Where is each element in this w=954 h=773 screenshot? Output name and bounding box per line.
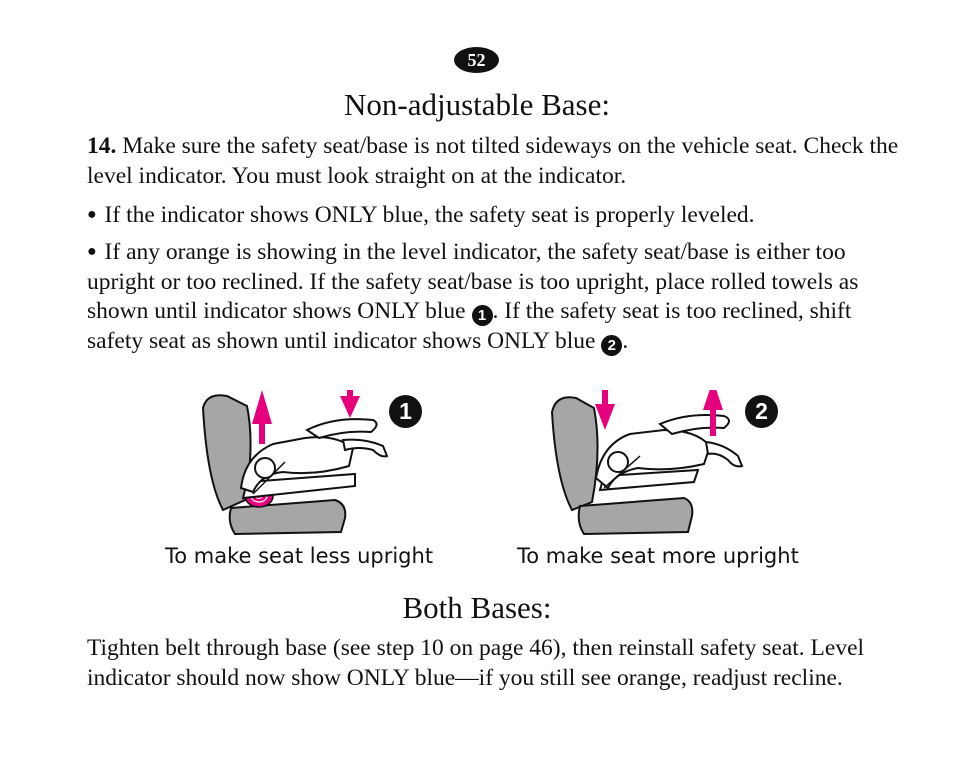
step-number: 14. xyxy=(87,133,117,159)
page-number-badge: 52 xyxy=(454,47,499,73)
step-text: Make sure the safety seat/base is not tilted sideways on the vehicle seat. Check the level indicator. You must look straight on at the indicator. xyxy=(87,133,899,189)
illustration-less-upright xyxy=(195,390,415,540)
up-arrow-icon xyxy=(252,390,272,444)
bullet-orange-showing xyxy=(87,237,902,356)
bullet-text-part1: If any orange is showing in the level indicator, the safety seat/base is either too upright or too reclined. If the safety seat/base is too upright, place rolled towels as shown until indicator shows ONLY blue xyxy=(87,239,859,324)
figure-marker-1-icon: 1 xyxy=(389,395,422,428)
both-bases-paragraph: Tighten belt through base (see step 10 on page 46), then reinstall safety seat. Level indicator should now show ONLY blue—if you still see orange, readjust recline. xyxy=(87,635,865,691)
step-14-paragraph xyxy=(87,132,902,191)
marker-1-icon: 1 xyxy=(472,305,493,326)
bullet-text-part2: . If the safety seat is too reclined, shift safety seat as shown until indicator shows ONLY blue xyxy=(87,298,852,354)
bullet-icon: ● xyxy=(87,206,97,223)
bullet-text: If the indicator shows ONLY blue, the safety seat is properly leveled. xyxy=(98,202,755,228)
marker-2-icon: 2 xyxy=(601,335,622,356)
up-arrow-icon xyxy=(703,390,723,436)
bullet-only-blue xyxy=(87,200,902,231)
vehicle-seat-back xyxy=(552,397,598,510)
vehicle-seat-cushion xyxy=(579,498,693,534)
infant-seat-on-base-icon xyxy=(596,415,742,490)
figure-marker-2-icon: 2 xyxy=(745,395,778,428)
section-title-both-bases: Both Bases: xyxy=(402,590,552,625)
section-title-non-adjustable-base: Non-adjustable Base: xyxy=(343,87,610,122)
caption-less-upright: To make seat less upright xyxy=(165,544,434,568)
bullet-icon: ● xyxy=(87,243,97,260)
down-arrow-icon xyxy=(595,390,615,430)
caption-more-upright: To make seat more upright xyxy=(517,544,799,568)
bullet-text-end: . xyxy=(622,327,629,354)
down-arrow-icon xyxy=(340,390,360,418)
vehicle-seat-cushion xyxy=(230,500,346,534)
illustration-more-upright xyxy=(546,390,756,540)
